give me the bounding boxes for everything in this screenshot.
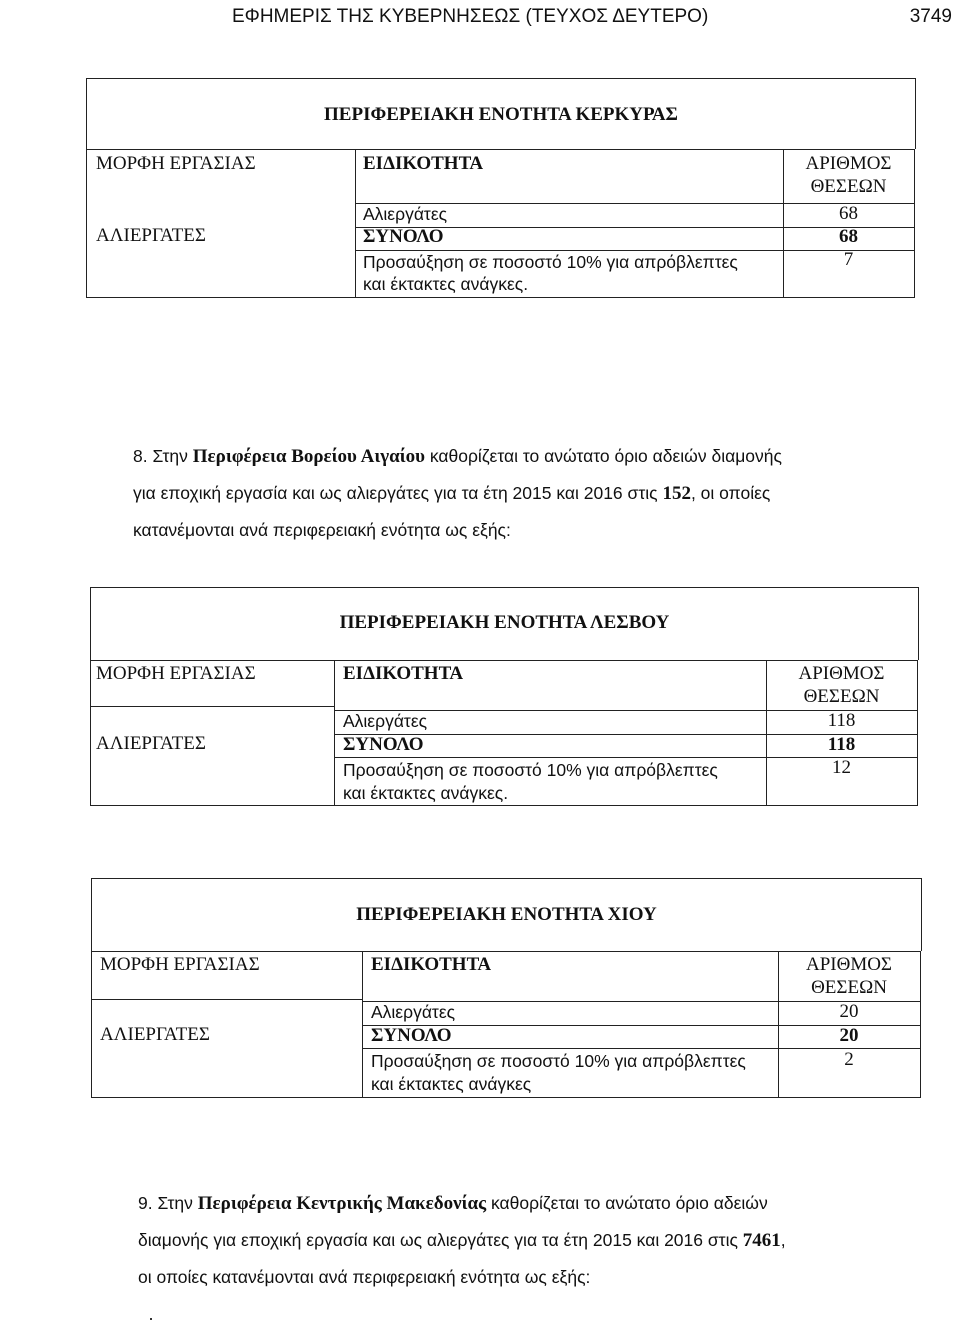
form-value: ΑΛΙΕΡΓΑΤΕΣ [96, 733, 206, 754]
page-header [0, 4, 960, 32]
table-title: ΠΕΡΙΦΕΡΕΙΑΚΗ ΕΝΟΤΗΤΑ ΛΕΣΒΟΥ [339, 612, 670, 633]
row-increase-count: 12 [832, 757, 851, 778]
row-total-label: ΣΥΝΟΛΟ [363, 226, 444, 247]
row-count: 20 [839, 1001, 859, 1022]
total-permits: 152 [662, 483, 691, 504]
row-total-count: 118 [827, 734, 856, 755]
row-count: 118 [827, 710, 856, 731]
col-header-count-1: ΑΡΙΘΜΟΣ [798, 663, 885, 684]
stray-dot [150, 1318, 152, 1320]
row-increase-label-1: Προσαύξηση σε ποσοστό 10% για απρόβλεπτες [371, 1051, 746, 1071]
row-increase-count: 2 [844, 1049, 854, 1070]
paragraph-9: 9. Στην Περιφέρεια Κεντρικής Μακεδονίας καθορίζεται το ανώτατο όριο αδειών διαμονής για εποχική εργασία και ως αλιεργάτες για τα έτη 2015 και 2016 στις 7461, οι οποίες κατανέμονται ανά περιφερειακή ενότητα ως εξής: [138, 1193, 786, 1287]
row-count: 68 [839, 203, 858, 224]
table-title: ΠΕΡΙΦΕΡΕΙΑΚΗ ΕΝΟΤΗΤΑ ΧΙΟΥ [356, 904, 657, 925]
col-header-form: ΜΟΡΦΗ ΕΡΓΑΣΙΑΣ [96, 153, 256, 174]
form-value: ΑΛΙΕΡΓΑΤΕΣ [100, 1024, 210, 1045]
total-permits: 7461 [742, 1230, 781, 1251]
row-increase-label-1: Προσαύξηση σε ποσοστό 10% για απρόβλεπτες [363, 252, 738, 272]
col-header-specialty: ΕΙΔΙΚΟΤΗΤΑ [363, 153, 484, 174]
col-header-count-2: ΘΕΣΕΩΝ [810, 176, 887, 197]
row-specialty: Αλιεργάτες [371, 1002, 456, 1022]
row-specialty: Αλιεργάτες [363, 204, 448, 224]
row-total-label: ΣΥΝΟΛΟ [371, 1025, 452, 1046]
gazette-title: ΕΦΗΜΕΡΙΣ ΤΗΣ ΚΥΒΕΡΝΗΣΕΩΣ (ΤΕΥΧΟΣ ΔΕΥΤΕΡΟ) [232, 6, 709, 27]
col-header-form: ΜΟΡΦΗ ΕΡΓΑΣΙΑΣ [96, 663, 256, 684]
row-increase-label-2: και έκτακτες ανάγκες. [363, 274, 529, 294]
row-increase-label-1: Προσαύξηση σε ποσοστό 10% για απρόβλεπτες [343, 760, 718, 780]
col-header-count-1: ΑΡΙΘΜΟΣ [805, 153, 892, 174]
col-header-specialty: ΕΙΔΙΚΟΤΗΤΑ [371, 954, 492, 975]
paragraph-8: 8. Στην Περιφέρεια Βορείου Αιγαίου καθορίζεται το ανώτατο όριο αδειών διαμονής για εποχική εργασία και ως αλιεργάτες για τα έτη 2015 και 2016 στις 152, οι οποίες κατανέμονται ανά περιφερειακή ενότητα ως εξής: [133, 446, 782, 540]
row-increase-label-2: και έκτακτες ανάγκες. [343, 783, 509, 803]
row-total-count: 20 [839, 1025, 859, 1046]
table-title: ΠΕΡΙΦΕΡΕΙΑΚΗ ΕΝΟΤΗΤΑ ΚΕΡΚΥΡΑΣ [324, 104, 678, 125]
region-name: Περιφέρεια Βορείου Αιγαίου [192, 446, 425, 467]
row-total-count: 68 [839, 226, 858, 247]
col-header-form: ΜΟΡΦΗ ΕΡΓΑΣΙΑΣ [100, 954, 260, 975]
form-value: ΑΛΙΕΡΓΑΤΕΣ [96, 225, 206, 246]
region-name: Περιφέρεια Κεντρικής Μακεδονίας [197, 1193, 487, 1214]
col-header-count-2: ΘΕΣΕΩΝ [803, 686, 880, 707]
col-header-count-2: ΘΕΣΕΩΝ [811, 977, 887, 998]
col-header-count-1: ΑΡΙΘΜΟΣ [805, 954, 892, 975]
col-header-specialty: ΕΙΔΙΚΟΤΗΤΑ [343, 663, 464, 684]
row-increase-label-2: και έκτακτες ανάγκες [371, 1074, 532, 1094]
row-total-label: ΣΥΝΟΛΟ [343, 734, 424, 755]
page-number: 3749 [909, 6, 952, 27]
row-increase-count: 7 [843, 249, 854, 270]
row-specialty: Αλιεργάτες [343, 711, 428, 731]
